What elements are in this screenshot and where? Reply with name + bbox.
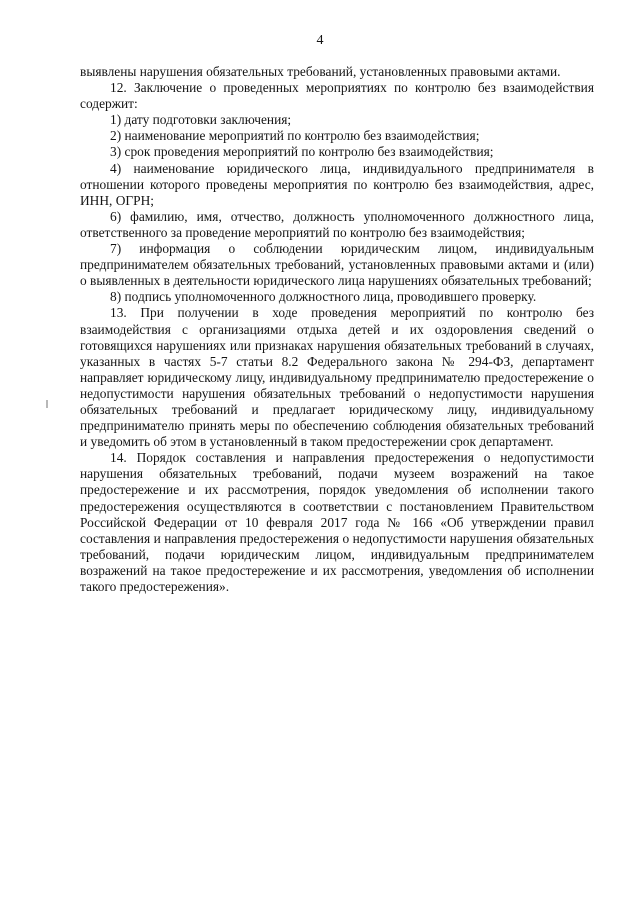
paragraph-13-warning: 13. При получении в ходе проведения мероприятий по контролю без взаимодействия с организациями отдыха детей и их оздоровления сведений о готовящихся нарушениях или признаках нарушения обязательных требований в случаях, указанных в частях 5-7 статьи 8.2 Федерального закона № 294-ФЗ, департамент направляет юридическому лицу, индивидуальному предпринимателю предостережение о недопустимости нарушения обязательных требований о недопустимости нарушения обязательных требований и предлагает юридическому лицу, индивидуальному предпринимателю принять меры по обеспечению соблюдения обязательных требований и уведомить об этом в установленный в таком предостережении срок департамент. — [80, 305, 594, 450]
list-item-6: 6) фамилию, имя, отчество, должность уполномоченного должностного лица, ответственного за проведение мероприятий по контролю без взаимодействия; — [80, 208, 594, 240]
list-item-7: 7) информация о соблюдении юридическим лицом, индивидуальным предпринимателем обязательных требований, установленных правовыми актами и (или) о выявленных в деятельности юридического лица нарушениях обязательных требований; — [80, 241, 594, 289]
paragraph-continuation: выявлены нарушения обязательных требований, установленных правовыми актами. — [80, 64, 561, 79]
list-item-8: 8) подпись уполномоченного должностного лица, проводившего проверку. — [110, 289, 537, 305]
paragraph-12-conclusion: 12. Заключение о проведенных мероприятиях по контролю без взаимодействия содержит: — [80, 80, 594, 112]
margin-mark — [46, 400, 48, 408]
paragraph-14-procedure: 14. Порядок составления и направления предостережения о недопустимости нарушения обязательных требований, подачи музеем возражений на такое предостережение и их рассмотрения, порядок уведомления об исполнении такого предостережения осуществляются в соответствии с постановлением Правительством Российской Федерации от 10 февраля 2017 года № 166 «Об утверждении правил составления и направления предостережения о недопустимости нарушения обязательных требований, подачи юридическим лицом, индивидуальным предпринимателем возражений на такое предостережение и их рассмотрения, уведомления об исполнении такого предостережения». — [80, 450, 594, 594]
list-item-4: 4) наименование юридического лица, индивидуального предпринимателя в отношении которого проведены мероприятия по контролю без взаимодействия, адрес, ИНН, ОГРН; — [80, 160, 594, 208]
list-item-3: 3) срок проведения мероприятий по контролю без взаимодействия; — [110, 144, 494, 160]
list-item-1: 1) дату подготовки заключения; — [110, 112, 292, 128]
list-item-2: 2) наименование мероприятий по контролю без взаимодействия; — [110, 128, 480, 144]
document-body — [80, 64, 594, 595]
page-number: 4 — [316, 33, 324, 48]
